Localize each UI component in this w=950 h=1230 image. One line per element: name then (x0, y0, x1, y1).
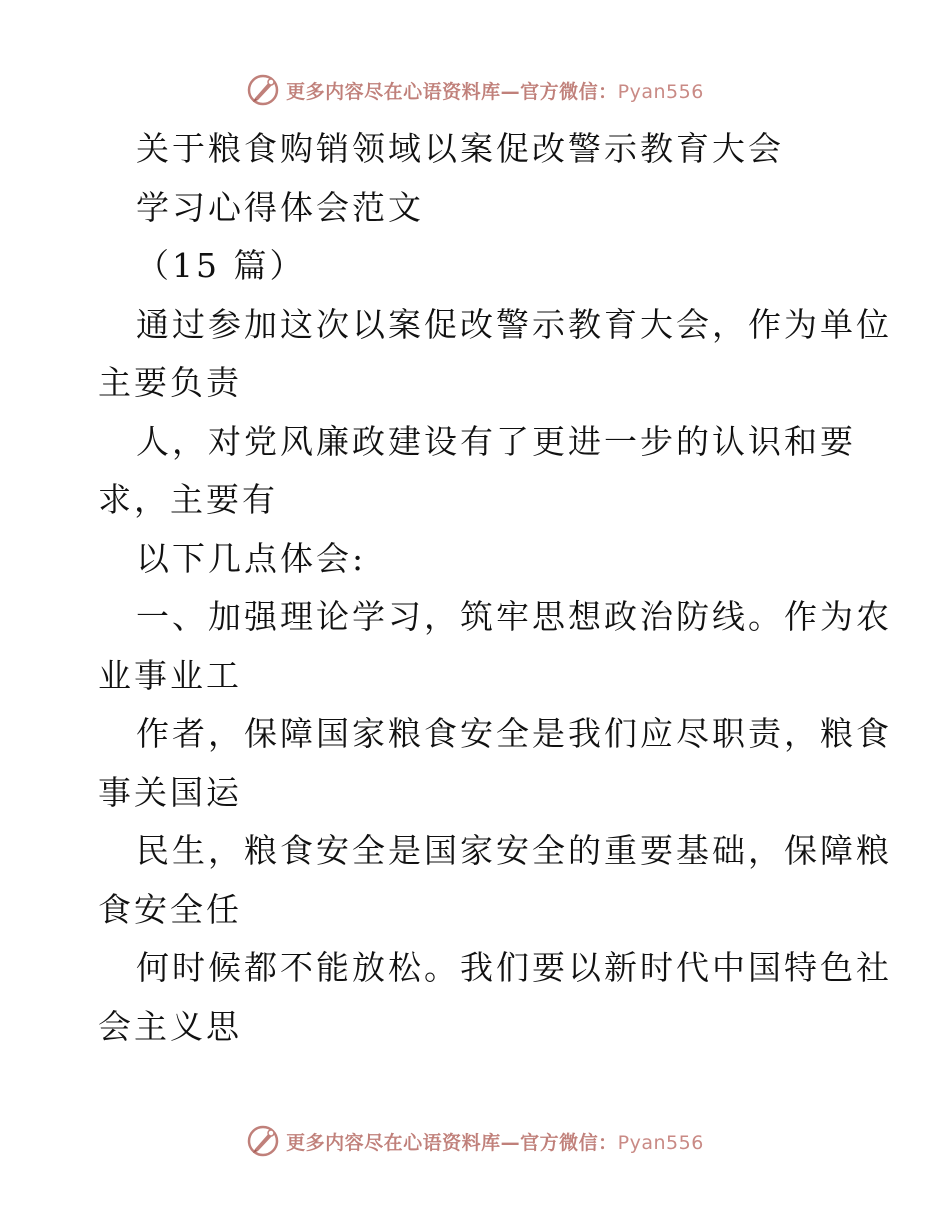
watermark-handle: Pyan556 (617, 1131, 704, 1154)
text-line: 业事业工 (98, 655, 242, 695)
text-line: 食安全任 (98, 889, 242, 929)
watermark-text (286, 1128, 704, 1155)
document-body (98, 120, 892, 1056)
text-line: 以下几点体会: (136, 538, 367, 578)
text-line: 主要负责 (98, 363, 242, 402)
text-line: 作者，保障国家粮食安全是我们应尽职责，粮食 (136, 714, 892, 753)
watermark-text (286, 77, 704, 104)
text-line: 何时候都不能放松。我们要以新时代中国特色社 (136, 948, 892, 987)
watermark-label: 更多内容尽在心语资料库—官方微信： (286, 1131, 618, 1154)
text-line: 事关国运 (98, 772, 242, 812)
text-line: 通过参加这次以案促改警示教育大会，作为单位 (136, 304, 892, 344)
text-line: 会主义思 (98, 1006, 242, 1046)
text-line: 民生，粮食安全是国家安全的重要基础，保障粮 (136, 831, 892, 870)
text-line: 学习心得体会范文 (136, 187, 424, 227)
text-line: 求，主要有 (98, 480, 278, 519)
footer-watermark-banner (0, 1121, 950, 1161)
header-watermark-banner (0, 70, 950, 110)
text-line: 关于粮食购销领域以案促改警示教育大会 (136, 129, 784, 168)
quill-pen-logo-icon (246, 73, 280, 107)
text-line: 人，对党风廉政建设有了更进一步的认识和要 (136, 421, 856, 461)
watermark-handle: Pyan556 (617, 80, 704, 103)
quill-pen-logo-icon (246, 1124, 280, 1158)
watermark-label: 更多内容尽在心语资料库—官方微信： (286, 80, 618, 103)
text-line: （15 篇） (136, 246, 306, 285)
text-line: 一、加强理论学习，筑牢思想政治防线。作为农 (136, 597, 892, 636)
